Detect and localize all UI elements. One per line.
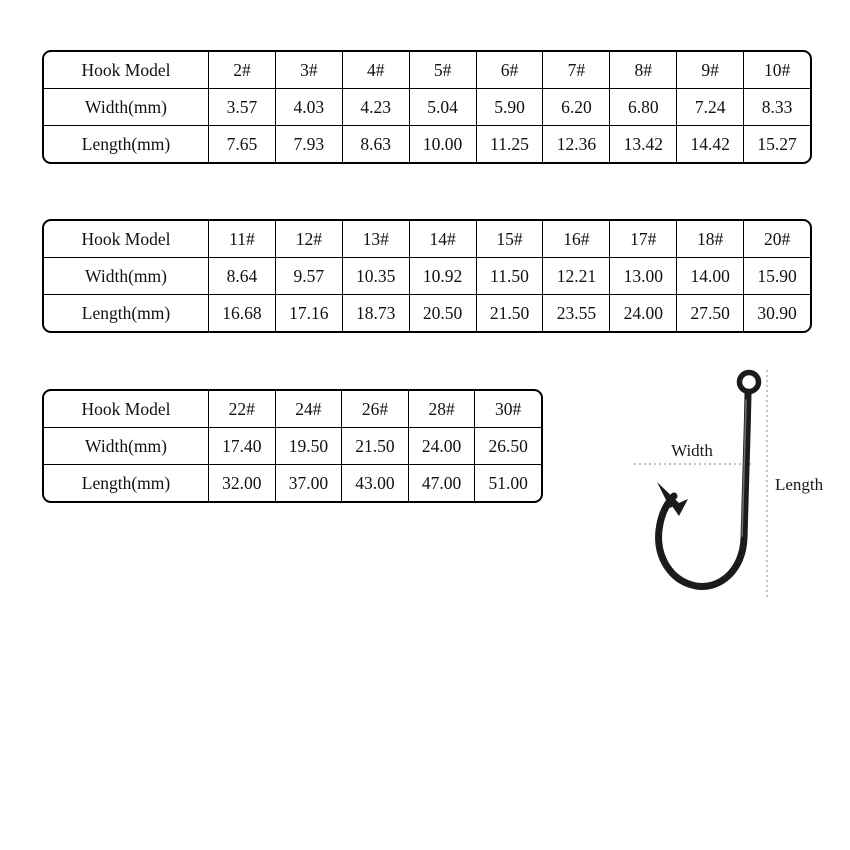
length-dimension-label: Length bbox=[775, 475, 824, 494]
table-cell: 14# bbox=[409, 221, 476, 257]
table-cell: 16# bbox=[542, 221, 609, 257]
table-cell: 17# bbox=[609, 221, 676, 257]
hook-dimension-diagram bbox=[612, 360, 850, 610]
spec-table-sizes-11-20 bbox=[42, 219, 812, 333]
table-cell: 8.64 bbox=[208, 258, 275, 294]
table-cell: 5.04 bbox=[409, 89, 476, 125]
table-cell: 43.00 bbox=[341, 465, 408, 501]
table-cell: 6.80 bbox=[609, 89, 676, 125]
table-cell: 23.55 bbox=[542, 295, 609, 331]
table-cell: 30# bbox=[474, 391, 541, 427]
table-cell: 5.90 bbox=[476, 89, 543, 125]
row-header-cell: Length(mm) bbox=[81, 473, 171, 493]
table-cell: 51.00 bbox=[474, 465, 541, 501]
row-header-cell: Hook Model bbox=[81, 60, 171, 80]
table-cell: 11.50 bbox=[476, 258, 543, 294]
table-cell: 14.42 bbox=[676, 126, 743, 162]
table-cell: 15# bbox=[476, 221, 543, 257]
table-cell: 22# bbox=[208, 391, 275, 427]
row-header-cell: Width(mm) bbox=[85, 436, 167, 456]
table-cell: 11.25 bbox=[476, 126, 543, 162]
table-cell: 24# bbox=[275, 391, 342, 427]
table-cell: 17.16 bbox=[275, 295, 342, 331]
table-cell: 7.93 bbox=[275, 126, 342, 162]
table-cell: 4.03 bbox=[275, 89, 342, 125]
table-cell: 8.63 bbox=[342, 126, 409, 162]
table-cell: 13.42 bbox=[609, 126, 676, 162]
hook-eye bbox=[740, 373, 759, 392]
table-cell: 4.23 bbox=[342, 89, 409, 125]
table-row bbox=[44, 221, 810, 257]
table-cell: 16.68 bbox=[208, 295, 275, 331]
table-cell: 12.21 bbox=[542, 258, 609, 294]
table-cell: 12# bbox=[275, 221, 342, 257]
table-cell: 10.00 bbox=[409, 126, 476, 162]
table-cell: 10.92 bbox=[409, 258, 476, 294]
table-cell: 3# bbox=[275, 52, 342, 88]
table-cell: 15.90 bbox=[743, 258, 810, 294]
table-cell: 2# bbox=[208, 52, 275, 88]
table-row bbox=[44, 464, 541, 501]
table-cell: 21.50 bbox=[476, 295, 543, 331]
table-cell: 28# bbox=[408, 391, 475, 427]
table-row bbox=[44, 125, 810, 162]
table-row bbox=[44, 52, 810, 88]
table-cell: 26# bbox=[341, 391, 408, 427]
table-cell: 11# bbox=[208, 221, 275, 257]
table-cell: 18.73 bbox=[342, 295, 409, 331]
table-cell: 17.40 bbox=[208, 428, 275, 464]
row-header-cell: Width(mm) bbox=[85, 97, 167, 117]
width-dimension-label: Width bbox=[671, 441, 713, 460]
table-cell: 26.50 bbox=[474, 428, 541, 464]
table-row bbox=[44, 427, 541, 464]
table-cell: 20# bbox=[743, 221, 810, 257]
table-cell: 7.65 bbox=[208, 126, 275, 162]
table-cell: 13.00 bbox=[609, 258, 676, 294]
table-cell: 12.36 bbox=[542, 126, 609, 162]
table-row bbox=[44, 257, 810, 294]
table-cell: 24.00 bbox=[609, 295, 676, 331]
table-cell: 6# bbox=[476, 52, 543, 88]
table-cell: 15.27 bbox=[743, 126, 810, 162]
table-cell: 47.00 bbox=[408, 465, 475, 501]
table-row bbox=[44, 88, 810, 125]
table-cell: 3.57 bbox=[208, 89, 275, 125]
table-cell: 6.20 bbox=[542, 89, 609, 125]
table-cell: 27.50 bbox=[676, 295, 743, 331]
table-cell: 37.00 bbox=[275, 465, 342, 501]
table-cell: 5# bbox=[409, 52, 476, 88]
table-cell: 8.33 bbox=[743, 89, 810, 125]
table-cell: 9.57 bbox=[275, 258, 342, 294]
table-cell: 8# bbox=[609, 52, 676, 88]
row-header-cell: Hook Model bbox=[81, 229, 171, 249]
table-cell: 9# bbox=[676, 52, 743, 88]
spec-table-sizes-22-30 bbox=[42, 389, 543, 503]
table-cell: 20.50 bbox=[409, 295, 476, 331]
row-header-cell: Width(mm) bbox=[85, 266, 167, 286]
table-cell: 4# bbox=[342, 52, 409, 88]
table-cell: 19.50 bbox=[275, 428, 342, 464]
table-cell: 21.50 bbox=[341, 428, 408, 464]
table-cell: 30.90 bbox=[743, 295, 810, 331]
table-cell: 24.00 bbox=[408, 428, 475, 464]
spec-table-sizes-2-10 bbox=[42, 50, 812, 164]
row-header-cell: Hook Model bbox=[81, 399, 171, 419]
row-header-cell: Length(mm) bbox=[81, 134, 171, 154]
table-cell: 7# bbox=[542, 52, 609, 88]
table-row bbox=[44, 294, 810, 331]
table-cell: 14.00 bbox=[676, 258, 743, 294]
table-cell: 7.24 bbox=[676, 89, 743, 125]
table-cell: 32.00 bbox=[208, 465, 275, 501]
table-cell: 10# bbox=[743, 52, 810, 88]
row-header-cell: Length(mm) bbox=[81, 303, 171, 323]
table-cell: 18# bbox=[676, 221, 743, 257]
table-cell: 13# bbox=[342, 221, 409, 257]
table-row bbox=[44, 391, 541, 427]
table-cell: 10.35 bbox=[342, 258, 409, 294]
fishing-hook-icon bbox=[659, 394, 748, 587]
